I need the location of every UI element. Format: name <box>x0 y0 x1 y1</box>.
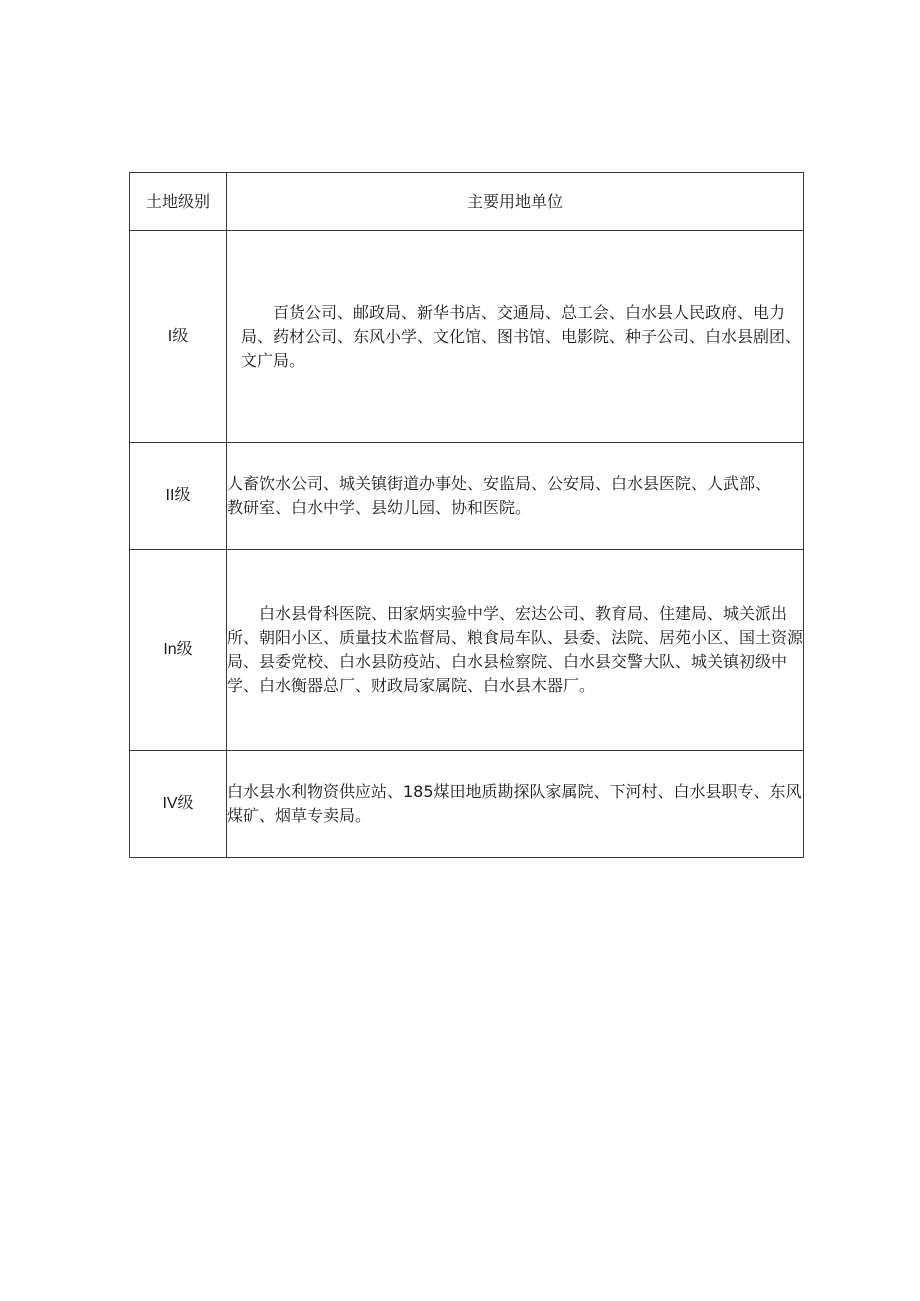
land-level-table <box>129 172 804 858</box>
table-row <box>130 751 804 858</box>
units-text: 百货公司、邮政局、新华书店、交通局、总工会、白水县人民政府、电力局、药材公司、东风小学、文化馆、图书馆、电影院、种子公司、白水县剧团、文广局。 <box>241 302 802 370</box>
units-cell <box>227 550 804 751</box>
header-level: 土地级别 <box>130 173 227 231</box>
level-cell: I级 <box>130 231 227 443</box>
units-cell <box>227 751 804 858</box>
units-cell <box>227 231 804 443</box>
units-cell <box>227 443 804 550</box>
table-header-row <box>130 173 804 231</box>
level-cell: IV级 <box>130 751 227 858</box>
table-row <box>130 231 804 443</box>
level-cell: II级 <box>130 443 227 550</box>
units-text: 白水县骨科医院、田家炳实验中学、宏达公司、教育局、住建局、城关派出所、朝阳小区、质量技术监督局、粮食局车队、县委、法院、居苑小区、国土资源局、县委党校、白水县防疫站、白水县检察院、白水县交警大队、城关镇初级中学、白水衡器总厂、财政局家属院、白水县木器厂。 <box>227 604 804 695</box>
table-row <box>130 443 804 550</box>
units-text: 白水县水利物资供应站、185煤田地质勘探队家属院、下河村、白水县职专、东风煤矿、烟草专卖局。 <box>227 782 802 825</box>
level-cell: In级 <box>130 550 227 751</box>
table-row <box>130 550 804 751</box>
header-units: 主要用地单位 <box>227 173 804 231</box>
units-text: 人畜饮水公司、城关镇街道办事处、安监局、公安局、白水县医院、人武部、教研室、白水中学、县幼儿园、协和医院。 <box>227 474 772 517</box>
